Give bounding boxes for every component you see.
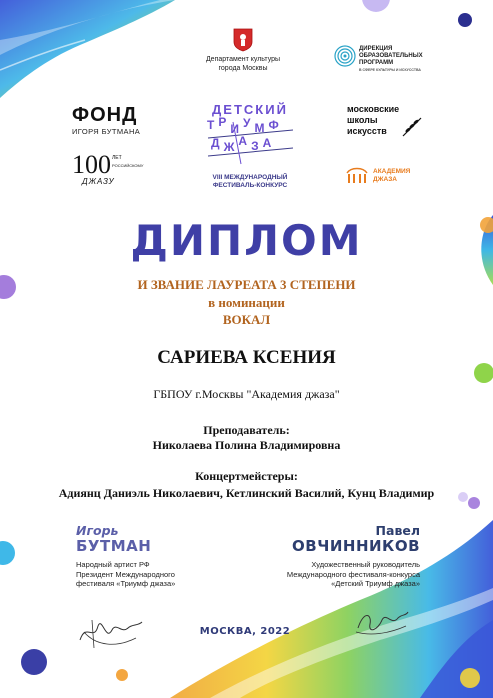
schools-logo: [347, 104, 432, 137]
institution: ГБПОУ г.Москвы "Академия джаза": [153, 387, 340, 401]
right-handwritten-signature: [352, 606, 412, 640]
directorate-line1: ДИРЕКЦИЯ: [359, 46, 393, 52]
diploma-title: ДИПЛОМ: [130, 216, 363, 265]
recipient-name: САРИЕВА КСЕНИЯ: [157, 347, 336, 368]
fund-subtitle: ИГОРЯ БУТМАНА: [72, 127, 141, 136]
right-title-line3: «Детский Триумф джаза»: [331, 579, 420, 588]
letter: М: [254, 121, 269, 135]
department-logo: [188, 28, 298, 73]
teacher-label: Преподаватель:: [203, 423, 290, 437]
letter: Р: [218, 115, 231, 129]
concentric-circles-icon: [334, 45, 356, 67]
jazz-100-number: 100: [72, 150, 111, 179]
left-last-name: БУТМАН: [76, 537, 152, 555]
right-title-line2: Международного фестиваля-конкурса: [286, 569, 420, 579]
jazz-100-logo: [72, 152, 142, 188]
directorate-line4: В СФЕРЕ КУЛЬТУРЫ И ИСКУССТВА: [359, 68, 421, 72]
letter: А: [262, 136, 276, 150]
butman-fund-logo: [72, 104, 142, 136]
left-first-name: Игорь: [76, 523, 119, 538]
jazz-100-jazz: ДЖАЗУ: [82, 177, 115, 186]
right-signature-block: [262, 524, 420, 589]
left-title-line2: Президент Международного: [76, 569, 175, 579]
city-year: МОСКВА, 2022: [199, 626, 291, 637]
directorate-line2: ОБРАЗОВАТЕЛЬНЫХ: [359, 53, 423, 59]
letter: Ф: [268, 118, 283, 132]
moscow-coat-of-arms-icon: [233, 28, 253, 52]
schools-line2: школы: [347, 115, 378, 125]
letter: Т: [207, 118, 219, 132]
festival-word2: [207, 115, 283, 136]
letter: Ж: [223, 140, 239, 154]
fund-title: ФОНД: [72, 104, 138, 126]
festival-word3: [211, 134, 276, 154]
academy-line1: АКАДЕМИЯ: [373, 168, 411, 175]
festival-line1: VIII МЕЖДУНАРОДНЫЙ: [212, 174, 288, 181]
laurel-branch-icon: [401, 116, 423, 138]
left-handwritten-signature: [76, 612, 146, 652]
nomination: ВОКАЛ: [222, 312, 271, 327]
department-line1: Департамент культуры: [205, 56, 281, 63]
right-last-name: ОВЧИННИКОВ: [292, 537, 420, 555]
festival-logo: [195, 102, 305, 192]
academy-building-icon: [345, 165, 369, 185]
left-signature-block: [76, 524, 226, 589]
letter: З: [251, 139, 263, 153]
directorate-logo: [334, 45, 454, 77]
right-title-line1: Художественный руководитель: [311, 560, 420, 569]
letter: У: [242, 116, 255, 130]
schools-line3: искусств: [347, 126, 387, 136]
right-first-name: Павел: [375, 523, 420, 538]
schools-line1: московские: [347, 104, 400, 114]
department-line2: города Москвы: [218, 65, 268, 72]
jazz-100-russian: РОССИЙСКОМУ: [112, 163, 144, 168]
letter: А: [238, 134, 252, 148]
bottom-navy-dot: [21, 649, 47, 675]
festival-word1: ДЕТСКИЙ: [212, 102, 288, 117]
directorate-line3: ПРОГРАММ: [359, 60, 394, 66]
navy-dot: [458, 13, 472, 27]
letter: И: [230, 122, 243, 136]
academy-logo: [345, 165, 425, 187]
laureate-rank: И ЗВАНИЕ ЛАУРЕАТА 3 СТЕПЕНИ: [137, 277, 356, 292]
top-left-swoosh: [0, 0, 175, 98]
festival-line2: ФЕСТИВАЛЬ-КОНКУРС: [212, 182, 288, 189]
jazz-100-years: ЛЕТ: [112, 155, 122, 161]
purple-dot: [362, 0, 390, 12]
academy-line2: ДЖАЗА: [373, 176, 397, 183]
teacher-name: Николаева Полина Владимировна: [152, 438, 341, 452]
accompanists-label: Концертмейстеры:: [195, 469, 298, 483]
nomination-prefix: в номинации: [208, 295, 285, 310]
letter: Д: [211, 136, 224, 150]
left-blue-dot: [0, 541, 15, 565]
left-title-line1: Народный артист РФ: [76, 560, 150, 569]
accompanists-names: Адиянц Даниэль Николаевич, Кетлинский Василий, Кунц Владимир: [58, 486, 435, 500]
left-title-line3: фестиваля «Триумф джаза»: [76, 579, 176, 588]
